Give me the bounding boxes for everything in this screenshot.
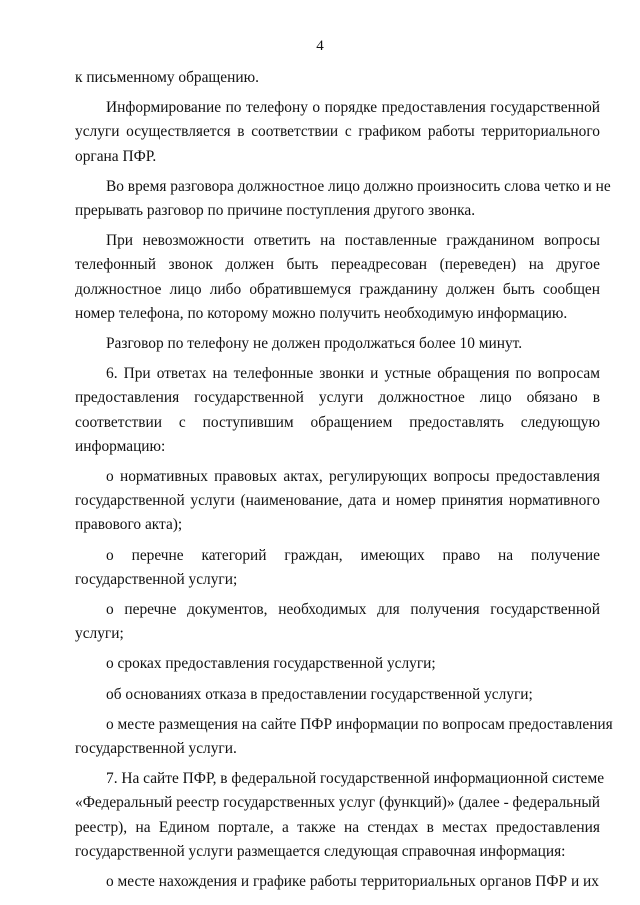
paragraph — [75, 598, 600, 646]
paragraph — [75, 870, 600, 894]
text-line: 7. На сайте ПФР, в федеральной государственной информационной системе — [106, 770, 605, 788]
text-line: о нормативных правовых актах, регулирующих вопросы предоставления — [106, 468, 600, 486]
text-line: реестр), на Едином портале, а также на стендах в местах предоставления — [75, 818, 600, 836]
text-line: органа ПФР. — [75, 147, 157, 165]
paragraph — [75, 652, 600, 676]
paragraph — [75, 767, 605, 864]
text-line: о месте нахождения и графике работы территориальных органов ПФР и их — [106, 873, 599, 891]
paragraph — [75, 175, 611, 223]
text-line: государственной услуги размещается следующая справочная информация: — [75, 842, 566, 860]
text-line: соответствии с поступившим обращением предоставлять следующую — [75, 413, 600, 431]
paragraph — [75, 332, 600, 356]
text-line: информацию: — [75, 437, 166, 455]
text-line: к письменному обращению. — [75, 69, 259, 86]
document-body — [75, 66, 613, 896]
page-number: 4 — [316, 38, 324, 54]
text-line: номер телефона, по которому можно получить необходимую информацию. — [75, 304, 568, 322]
text-line: Информирование по телефону о порядке предоставления государственной — [106, 99, 600, 117]
text-line: телефонный звонок должен быть переадресован (переведен) на другое — [75, 256, 600, 274]
text-line: предоставления государственной услуги должностное лицо обязано в — [75, 389, 600, 407]
paragraph — [75, 362, 600, 459]
text-line: При невозможности ответить на поставленные гражданином вопросы — [106, 232, 600, 250]
paragraph — [75, 544, 600, 592]
text-line: государственной услуги. — [75, 740, 237, 758]
paragraph — [75, 713, 613, 761]
paragraph — [75, 66, 600, 90]
text-line: о перечне документов, необходимых для получения государственной — [106, 601, 600, 619]
text-line: о месте размещения на сайте ПФР информации по вопросам предоставления — [106, 715, 613, 733]
text-line: об основаниях отказа в предоставлении государственной услуги; — [106, 685, 533, 703]
paragraph — [75, 683, 600, 707]
text-line: «Федеральный реестр государственных услуг (функций)» (далее - федеральный — [75, 794, 600, 812]
text-line: государственной услуги (наименование, дата и номер принятия нормативного — [75, 492, 600, 510]
text-line: 6. При ответах на телефонные звонки и устные обращения по вопросам — [106, 365, 600, 383]
text-line: Во время разговора должностное лицо должно произносить слова четко и не — [106, 177, 611, 195]
text-line: Разговор по телефону не должен продолжаться более 10 минут. — [106, 335, 523, 353]
text-line: о сроках предоставления государственной услуги; — [106, 655, 436, 673]
text-line: правового акта); — [75, 516, 183, 534]
text-line: должностное лицо либо обратившемуся гражданину должен быть сообщен — [75, 280, 600, 298]
paragraph — [75, 96, 600, 169]
text-line: о перечне категорий граждан, имеющих право на получение — [106, 546, 600, 564]
text-line: государственной услуги; — [75, 570, 238, 588]
text-line: прерывать разговор по причине поступления другого звонка. — [75, 202, 476, 220]
text-line: услуги; — [75, 625, 124, 643]
paragraph — [75, 465, 600, 538]
paragraph — [75, 229, 600, 326]
text-line: услуги осуществляется в соответствии с графиком работы территориального — [75, 123, 600, 141]
